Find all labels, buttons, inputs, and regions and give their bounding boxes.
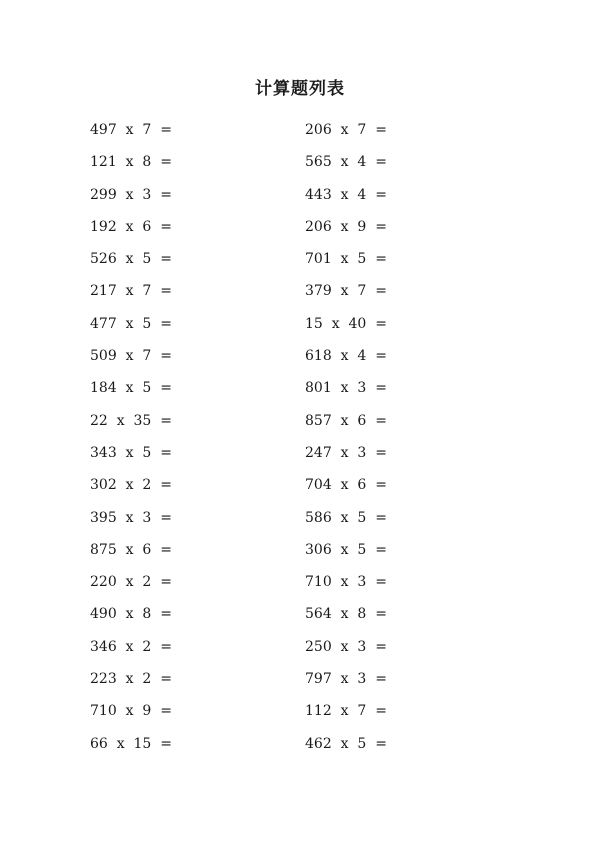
problem-item: 565 x 4 = [305, 154, 387, 171]
problem-item: 704 x 6 = [305, 477, 387, 494]
problem-item: 618 x 4 = [305, 348, 387, 365]
problem-item: 112 x 7 = [305, 703, 387, 720]
problem-item: 306 x 5 = [305, 541, 387, 558]
problem-item: 22 x 35 = [90, 412, 172, 429]
problem-item: 250 x 3 = [305, 638, 387, 655]
problem-item: 857 x 6 = [305, 412, 387, 429]
problem-item: 223 x 2 = [90, 671, 172, 688]
problem-item: 395 x 3 = [90, 509, 172, 526]
problem-item: 710 x 3 = [305, 574, 387, 591]
problem-item: 490 x 8 = [90, 606, 172, 623]
problem-item: 710 x 9 = [90, 703, 172, 720]
problem-column-left [90, 118, 172, 764]
problem-item: 564 x 8 = [305, 606, 387, 623]
problem-item: 346 x 2 = [90, 638, 172, 655]
problem-item: 497 x 7 = [90, 122, 172, 138]
problem-item: 302 x 2 = [90, 477, 172, 494]
problem-item: 875 x 6 = [90, 541, 172, 558]
problem-item: 192 x 6 = [90, 218, 172, 235]
problem-column-right [305, 118, 387, 764]
problem-item: 15 x 40 = [305, 315, 387, 332]
problem-item: 509 x 7 = [90, 348, 172, 365]
page-title: 计算题列表 [255, 79, 345, 99]
problem-item: 443 x 4 = [305, 186, 387, 203]
problem-item: 797 x 3 = [305, 671, 387, 688]
problem-item: 206 x 7 = [305, 122, 387, 138]
problem-item: 184 x 5 = [90, 380, 172, 397]
problem-item: 220 x 2 = [90, 574, 172, 591]
problem-item: 206 x 9 = [305, 218, 387, 235]
problem-item: 121 x 8 = [90, 154, 172, 171]
problem-item: 801 x 3 = [305, 380, 387, 397]
problem-item: 247 x 3 = [305, 444, 387, 461]
problem-item: 586 x 5 = [305, 509, 387, 526]
problem-item: 701 x 5 = [305, 251, 387, 268]
problem-item: 217 x 7 = [90, 283, 172, 300]
problem-item: 379 x 7 = [305, 283, 387, 300]
problem-item: 343 x 5 = [90, 444, 172, 461]
problem-item: 66 x 15 = [90, 735, 172, 752]
problem-item: 299 x 3 = [90, 186, 172, 203]
problem-item: 526 x 5 = [90, 251, 172, 268]
problem-item: 477 x 5 = [90, 315, 172, 332]
problem-item: 462 x 5 = [305, 735, 387, 752]
